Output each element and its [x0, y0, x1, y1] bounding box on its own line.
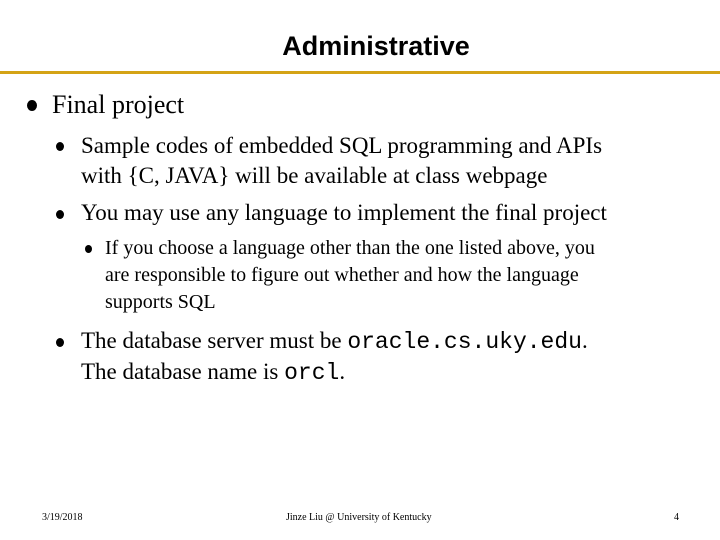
- bullet-dot-icon: [56, 338, 64, 347]
- db-name: orcl: [284, 360, 340, 386]
- bullet-any-language: You may use any language to implement the final project: [81, 200, 607, 225]
- bullet-sample-codes-line2: with {C, JAVA} will be available at class webpage: [81, 163, 548, 188]
- bullet-dot-icon: [85, 245, 92, 253]
- server-name: oracle.cs.uky.edu: [347, 329, 582, 355]
- bullet-sample-codes-line1: Sample codes of embedded SQL programming and APIs: [81, 133, 603, 158]
- bullet-database-name: [81, 356, 345, 389]
- footer-date: 3/19/2018: [42, 512, 83, 523]
- bullet-database-server: [81, 325, 588, 358]
- dbname-suffix: .: [339, 359, 346, 384]
- server-suffix: .: [581, 328, 588, 353]
- bullet-other-language-line1: If you choose a language other than the one listed above, you: [105, 237, 595, 259]
- bullet-other-language-line3: supports SQL: [105, 291, 216, 313]
- bullet-final-project: Final project: [52, 90, 185, 119]
- bullet-dot-icon: [56, 210, 64, 219]
- bullet-dot-icon: [56, 142, 64, 151]
- slide-title: Administrative: [282, 31, 470, 61]
- bullet-dot-icon: [27, 100, 37, 111]
- server-prefix: The database server must be: [81, 328, 348, 353]
- dbname-prefix: The database name is: [81, 359, 285, 384]
- title-divider: [0, 71, 720, 74]
- bullet-other-language-line2: are responsible to figure out whether and how the language: [105, 264, 579, 286]
- footer-author: Jinze Liu @ University of Kentucky: [286, 512, 432, 523]
- footer-page-number: 4: [674, 512, 679, 523]
